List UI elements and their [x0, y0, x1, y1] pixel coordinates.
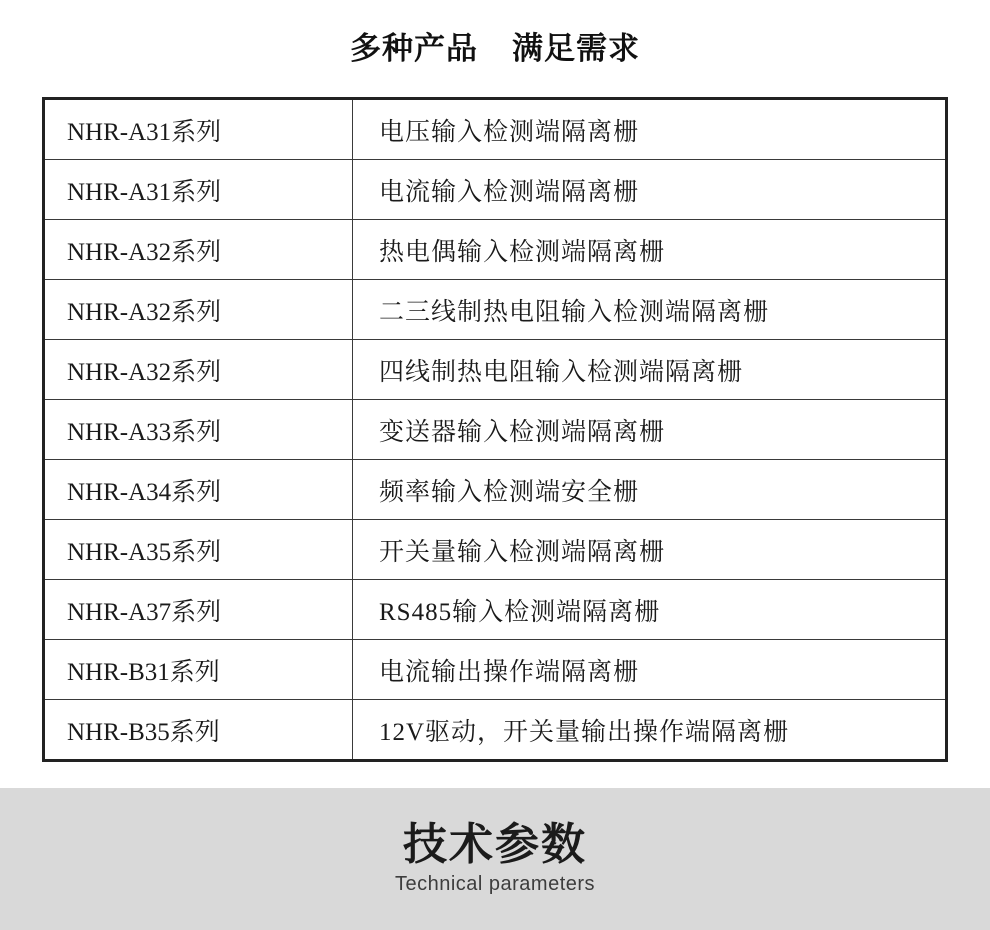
product-desc-cell: 四线制热电阻输入检测端隔离栅 — [353, 340, 946, 400]
product-desc-cell: 二三线制热电阻输入检测端隔离栅 — [353, 280, 946, 340]
table-row — [45, 340, 945, 400]
product-series-cell: NHR-A33系列 — [45, 400, 353, 460]
table-row — [45, 400, 945, 460]
product-series-cell: NHR-A31系列 — [45, 100, 353, 160]
table-row — [45, 460, 945, 520]
product-desc-cell: 变送器输入检测端隔离栅 — [353, 400, 946, 460]
product-series-cell: NHR-A32系列 — [45, 280, 353, 340]
product-series-cell: NHR-A32系列 — [45, 220, 353, 280]
product-desc-cell: 频率输入检测端安全栅 — [353, 460, 946, 520]
product-desc-cell: 热电偶输入检测端隔离栅 — [353, 220, 946, 280]
product-table-container — [42, 97, 948, 762]
product-series-cell: NHR-A35系列 — [45, 520, 353, 580]
product-desc-cell: 12V驱动，开关量输出操作端隔离栅 — [353, 700, 946, 760]
page-title — [0, 0, 990, 67]
product-desc-cell: 电流输出操作端隔离栅 — [353, 640, 946, 700]
product-series-cell: NHR-A32系列 — [45, 340, 353, 400]
table-row — [45, 700, 945, 760]
product-desc-cell: 电压输入检测端隔离栅 — [353, 100, 946, 160]
product-table — [45, 100, 945, 759]
banner-spacer — [0, 770, 990, 788]
technical-parameters-banner — [0, 788, 990, 930]
table-row — [45, 580, 945, 640]
table-row — [45, 100, 945, 160]
product-desc-cell: RS485输入检测端隔离栅 — [353, 580, 946, 640]
product-series-cell: NHR-A34系列 — [45, 460, 353, 520]
banner-title-en: Technical parameters — [394, 872, 596, 895]
page-title-part2: 满足需求 — [512, 31, 640, 66]
product-series-cell: NHR-B31系列 — [45, 640, 353, 700]
product-series-cell: NHR-A31系列 — [45, 160, 353, 220]
banner-title-cn: 技术参数 — [403, 820, 587, 870]
table-row — [45, 280, 945, 340]
table-row — [45, 160, 945, 220]
product-desc-cell: 开关量输入检测端隔离栅 — [353, 520, 946, 580]
product-desc-cell: 电流输入检测端隔离栅 — [353, 160, 946, 220]
page-title-part1: 多种产品 — [350, 31, 478, 66]
product-series-cell: NHR-A37系列 — [45, 580, 353, 640]
table-row — [45, 220, 945, 280]
product-series-cell: NHR-B35系列 — [45, 700, 353, 760]
product-table-body — [45, 100, 945, 759]
table-row — [45, 520, 945, 580]
table-row — [45, 640, 945, 700]
